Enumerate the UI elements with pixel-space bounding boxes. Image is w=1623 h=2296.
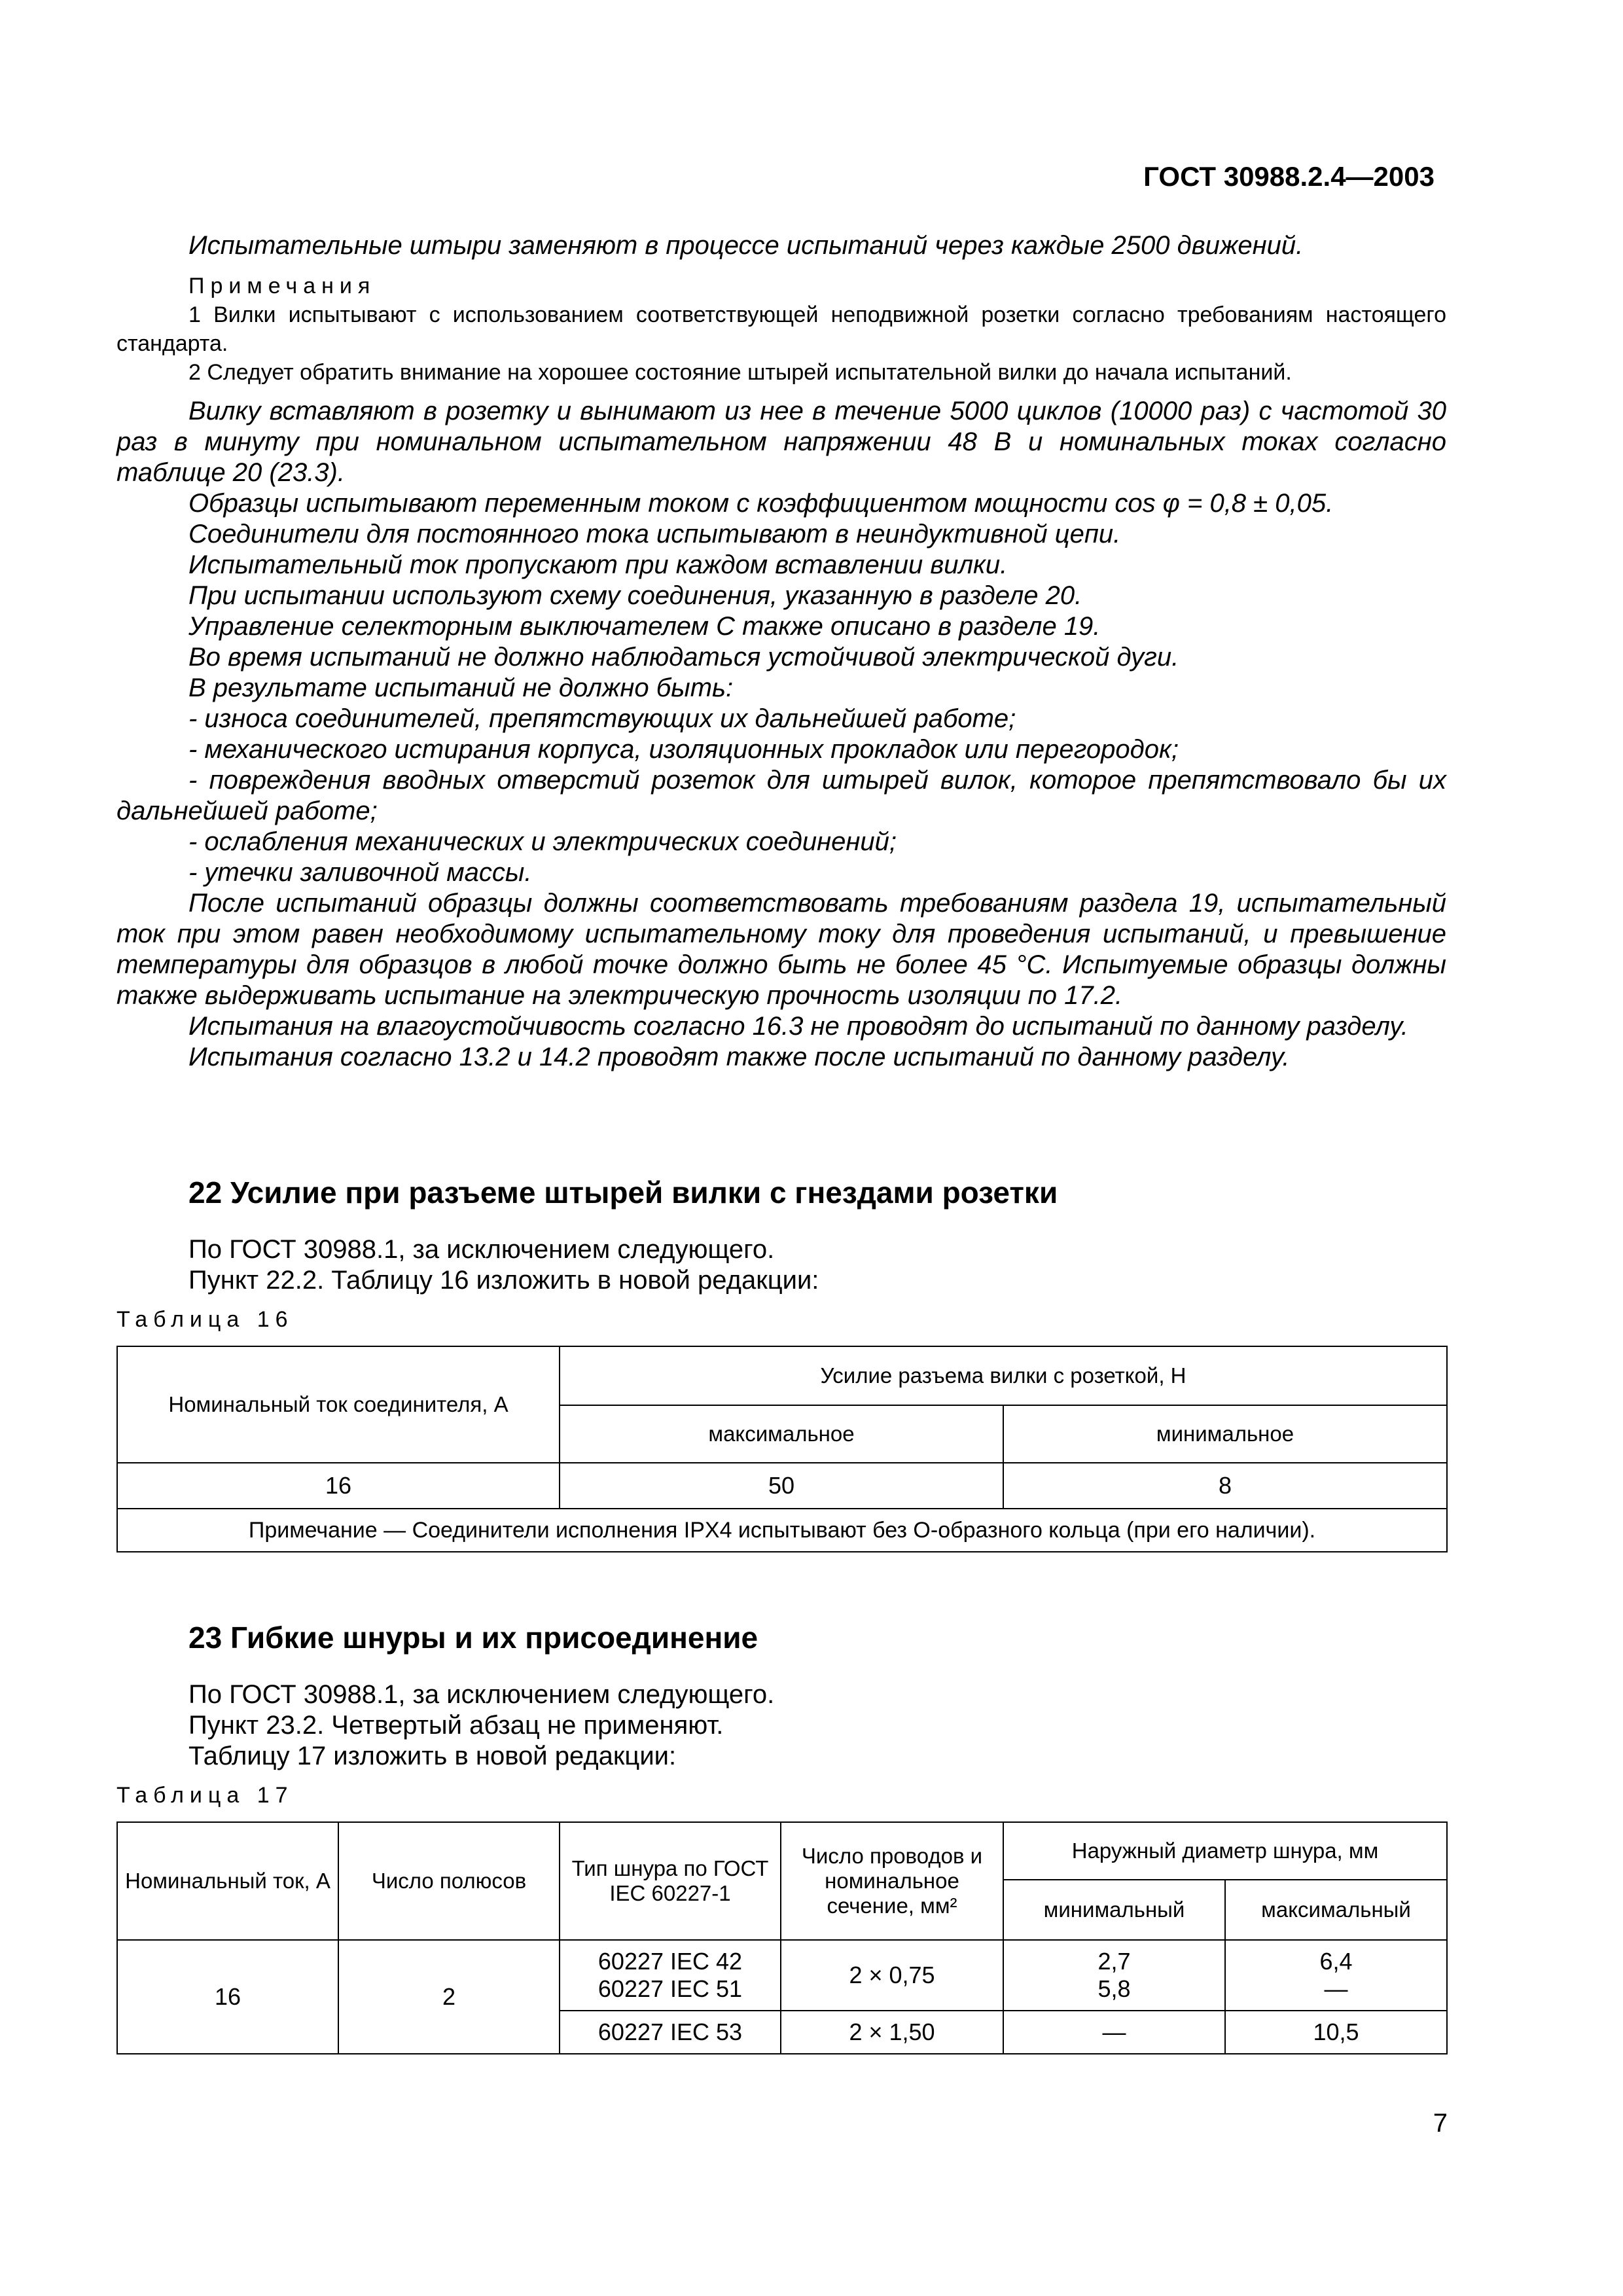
table-cell: 8 — [1003, 1463, 1447, 1509]
paragraph: Таблицу 17 изложить в новой редакции: — [188, 1742, 677, 1770]
table-caption: Таблица 17 — [116, 1783, 294, 1808]
paragraph: Вилку вставляют в розетку и вынимают из нее в течение 5000 циклов (10000 раз) с частотой 30 раз в минуту при номинальном испытательном напряжении 48 В и номинальных токах согласно таблице 20 (23.3). — [116, 397, 1446, 487]
paragraph: По ГОСТ 30988.1, за исключением следующего. — [188, 1235, 775, 1264]
table-cell: 50 — [560, 1463, 1003, 1509]
paragraph: Образцы испытывают переменным током с коэффициентом мощности cos φ = 0,8 ± 0,05. — [188, 489, 1334, 518]
cord-type: 60227 IEC 42 — [597, 1948, 743, 1975]
max-diameter: 6,4 — [1319, 1948, 1353, 1975]
table-cell — [560, 1940, 781, 2011]
paragraph: Пункт 22.2. Таблицу 16 изложить в новой редакции: — [188, 1266, 819, 1295]
note-1: 1 Вилки испытывают с использованием соответствующей неподвижной розетки согласно требованиям настоящего стандарта. — [116, 302, 1446, 356]
paragraph: Пункт 23.2. Четвертый абзац не применяют. — [188, 1711, 724, 1740]
table-caption: Таблица 16 — [116, 1307, 294, 1332]
paragraph: Испытания согласно 13.2 и 14.2 проводят также после испытаний по данному разделу. — [188, 1043, 1290, 1071]
table-row — [117, 1940, 1447, 2011]
paragraph: В результате испытаний не должно быть: — [188, 673, 734, 702]
paragraph: Испытания на влагоустойчивость согласно 16.3 не проводят до испытаний по данному разделу. — [188, 1012, 1408, 1041]
table-header-cell: Наружный диаметр шнура, мм — [1003, 1822, 1447, 1880]
table-header-cell: Номинальный ток, А — [117, 1822, 338, 1940]
min-diameter: 2,7 — [1097, 1948, 1131, 1975]
min-diameter: 5,8 — [1097, 1975, 1131, 2002]
paragraph: Испытательные штыри заменяют в процессе испытаний через каждые 2500 движений. — [188, 231, 1304, 260]
table-17 — [116, 1821, 1448, 2054]
table-header-cell: минимальное — [1003, 1405, 1447, 1463]
section-23 — [116, 1619, 1446, 2054]
table-header-cell: Номинальный ток соединителя, А — [117, 1346, 560, 1463]
table-header-cell: Усилие разъема вилки с розеткой, Н — [560, 1346, 1447, 1405]
list-item: - повреждения вводных отверстий розеток для штырей вилок, которое препятствовало бы их дальнейшей работе; — [116, 766, 1446, 825]
cord-type: 60227 IEC 51 — [597, 1975, 743, 2002]
table-16 — [116, 1346, 1448, 1552]
list-item: - механического истирания корпуса, изоляционных прокладок или перегородок; — [188, 735, 1179, 764]
paragraph: При испытании используют схему соединения, указанную в разделе 20. — [188, 581, 1082, 610]
table-note: Примечание — Соединители исполнения IPX4 испытывают без О-образного кольца (при его наличии). — [117, 1509, 1447, 1552]
section-22 — [116, 1174, 1446, 1552]
table-cell: 10,5 — [1225, 2011, 1447, 2054]
table-header-cell: максимальный — [1225, 1880, 1447, 1940]
section-title: 22 Усилие при разъеме штырей вилки с гнездами розетки — [188, 1175, 1058, 1210]
table-header-cell: Тип шнура по ГОСТ IEC 60227-1 — [560, 1822, 781, 1940]
section-title: 23 Гибкие шнуры и их присоединение — [188, 1621, 758, 1655]
table-header-cell: максимальное — [560, 1405, 1003, 1463]
table-cell: 2 — [338, 1940, 560, 2054]
table-cell: 16 — [117, 1940, 338, 2054]
table-cell — [1003, 1940, 1225, 2011]
paragraph: Испытательный ток пропускают при каждом вставлении вилки. — [188, 550, 1008, 579]
table-header-cell: минимальный — [1003, 1880, 1225, 1940]
document-code: ГОСТ 30988.2.4—2003 — [1143, 161, 1435, 192]
paragraph: Управление селекторным выключателем С также описано в разделе 19. — [188, 612, 1101, 641]
paragraph: Соединители для постоянного тока испытывают в неиндуктивной цепи. — [188, 520, 1121, 548]
table-header-cell: Число полюсов — [338, 1822, 560, 1940]
notes-title: Примечания — [188, 274, 376, 298]
table-cell: 16 — [117, 1463, 560, 1509]
test-description-block — [116, 230, 1446, 1073]
table-header-cell: Число проводов и номинальное сечение, мм² — [781, 1822, 1003, 1940]
paragraph: Во время испытаний не должно наблюдаться устойчивой электрической дуги. — [188, 643, 1179, 672]
list-item: - износа соединителей, препятствующих их дальнейшей работе; — [188, 704, 1016, 733]
max-diameter: — — [1324, 1975, 1348, 2002]
table-cell: 2 × 1,50 — [781, 2011, 1003, 2054]
table-row — [117, 1463, 1447, 1509]
paragraph: По ГОСТ 30988.1, за исключением следующего. — [188, 1680, 775, 1709]
list-item: - ослабления механических и электрических соединений; — [188, 827, 897, 856]
page-number: 7 — [1433, 2109, 1448, 2138]
table-cell: 60227 IEC 53 — [560, 2011, 781, 2054]
table-cell — [1225, 1940, 1447, 2011]
table-cell: 2 × 0,75 — [781, 1940, 1003, 2011]
list-item: - утечки заливочной массы. — [188, 858, 532, 887]
paragraph: После испытаний образцы должны соответствовать требованиям раздела 19, испытательный ток при этом равен необходимому испытательному току для проведения испытаний, и превышение температуры для образцов в любой точке должно быть не более 45 °С. Испытуемые образцы должны также выдерживать испытание на электрическую прочность изоляции по 17.2. — [116, 889, 1446, 1010]
table-cell: — — [1003, 2011, 1225, 2054]
note-2: 2 Следует обратить внимание на хорошее состояние штырей испытательной вилки до начала испытаний. — [188, 360, 1292, 385]
